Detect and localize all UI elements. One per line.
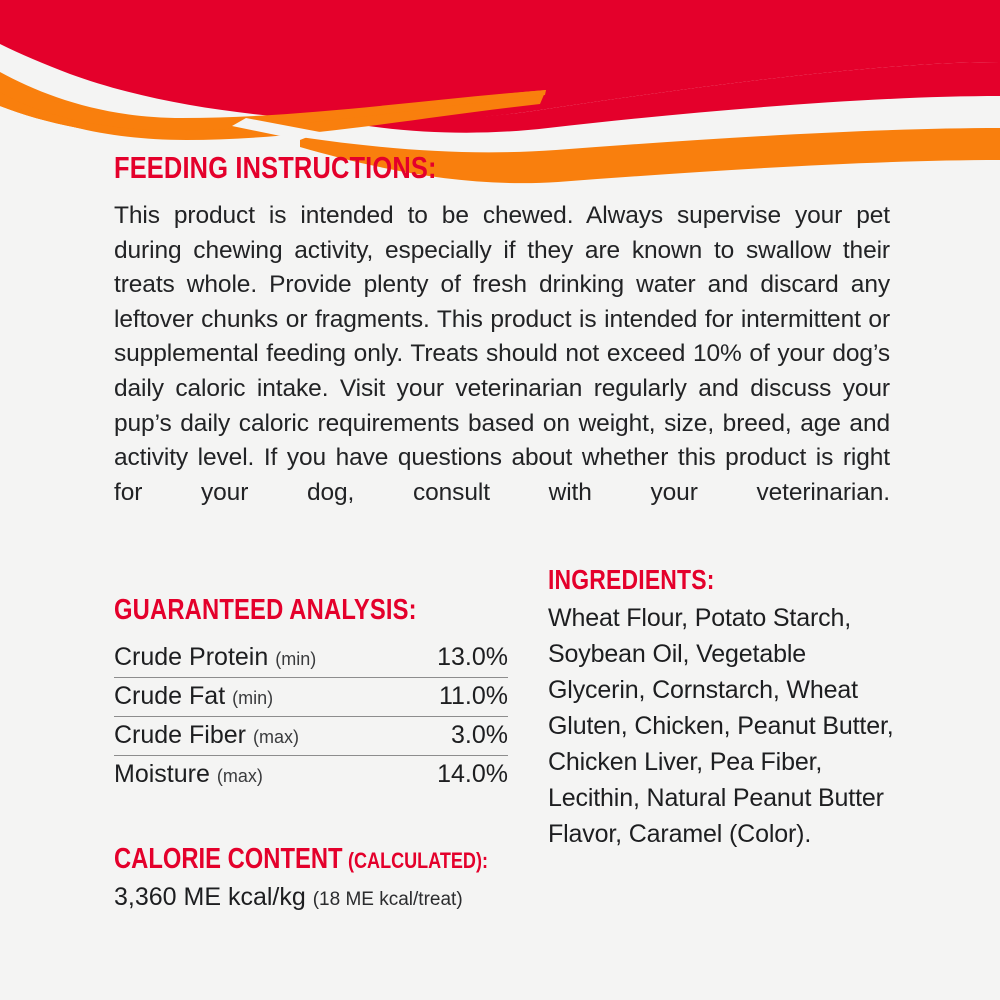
calorie-content-value: 3,360 ME kcal/kg (114, 883, 306, 911)
ingredients-heading: INGREDIENTS: (548, 564, 715, 595)
nutrient-label: Crude Fat (114, 682, 226, 710)
table-row (114, 756, 508, 795)
calorie-content-value-line (114, 883, 534, 912)
nutrient-qualifier: (max) (252, 727, 299, 747)
nutrient-name-cell (114, 678, 390, 717)
nutrient-name-cell (114, 639, 390, 678)
ingredients-section (548, 566, 900, 852)
calorie-content-per-treat: (18 ME kcal/treat) (312, 889, 463, 910)
guaranteed-analysis-section (114, 596, 510, 794)
nutrient-name-cell (114, 756, 390, 795)
guaranteed-analysis-table (114, 639, 508, 794)
calorie-content-heading (114, 843, 488, 875)
calorie-content-section (114, 845, 534, 912)
calorie-content-heading-note: (CALCULATED): (348, 848, 488, 873)
feeding-instructions-section (114, 152, 890, 545)
nutrient-qualifier: (min) (232, 688, 274, 708)
nutrient-label: Crude Fiber (114, 721, 246, 749)
table-row (114, 717, 508, 756)
nutrient-qualifier: (max) (216, 766, 263, 786)
ingredients-text: Wheat Flour, Potato Starch, Soybean Oil, Vegetable Glycerin, Cornstarch, Wheat Gluten, Chicken, Peanut Butter, Chicken Liver, Pea Fiber, Lecithin, Natural Peanut Butter Flavor, Caramel (Color). (548, 604, 894, 848)
nutrient-value-cell: 13.0% (390, 639, 508, 678)
nutrient-value-cell: 3.0% (390, 717, 508, 756)
nutrient-label: Crude Protein (114, 643, 269, 671)
table-row (114, 639, 508, 678)
nutrient-name-cell (114, 717, 390, 756)
nutrient-qualifier: (min) (275, 649, 317, 669)
guaranteed-analysis-heading: GUARANTEED ANALYSIS: (114, 594, 417, 626)
nutrient-value-cell: 11.0% (390, 678, 508, 717)
nutrient-value-cell: 14.0% (437, 760, 508, 788)
calorie-content-heading-main: CALORIE CONTENT (114, 843, 343, 875)
table-row (114, 678, 508, 717)
feeding-instructions-heading: FEEDING INSTRUCTIONS: (114, 150, 437, 185)
nutrient-label: Moisture (114, 760, 210, 788)
feeding-instructions-text: This product is intended to be chewed. Always supervise your pet during chewing activity, especially if they are known to swallow their treats whole. Provide plenty of fresh drinking water and discard any leftover chunks or fragments. This product is intended for intermittent or supplemental feeding only. Treats should not exceed 10% of your dog’s daily caloric intake. Visit your veterinarian regularly and discuss your pup’s daily caloric requirements based on weight, size, breed, age and activity level. If you have questions about whether this product is right for your dog, consult with your veterinarian. (114, 202, 890, 506)
